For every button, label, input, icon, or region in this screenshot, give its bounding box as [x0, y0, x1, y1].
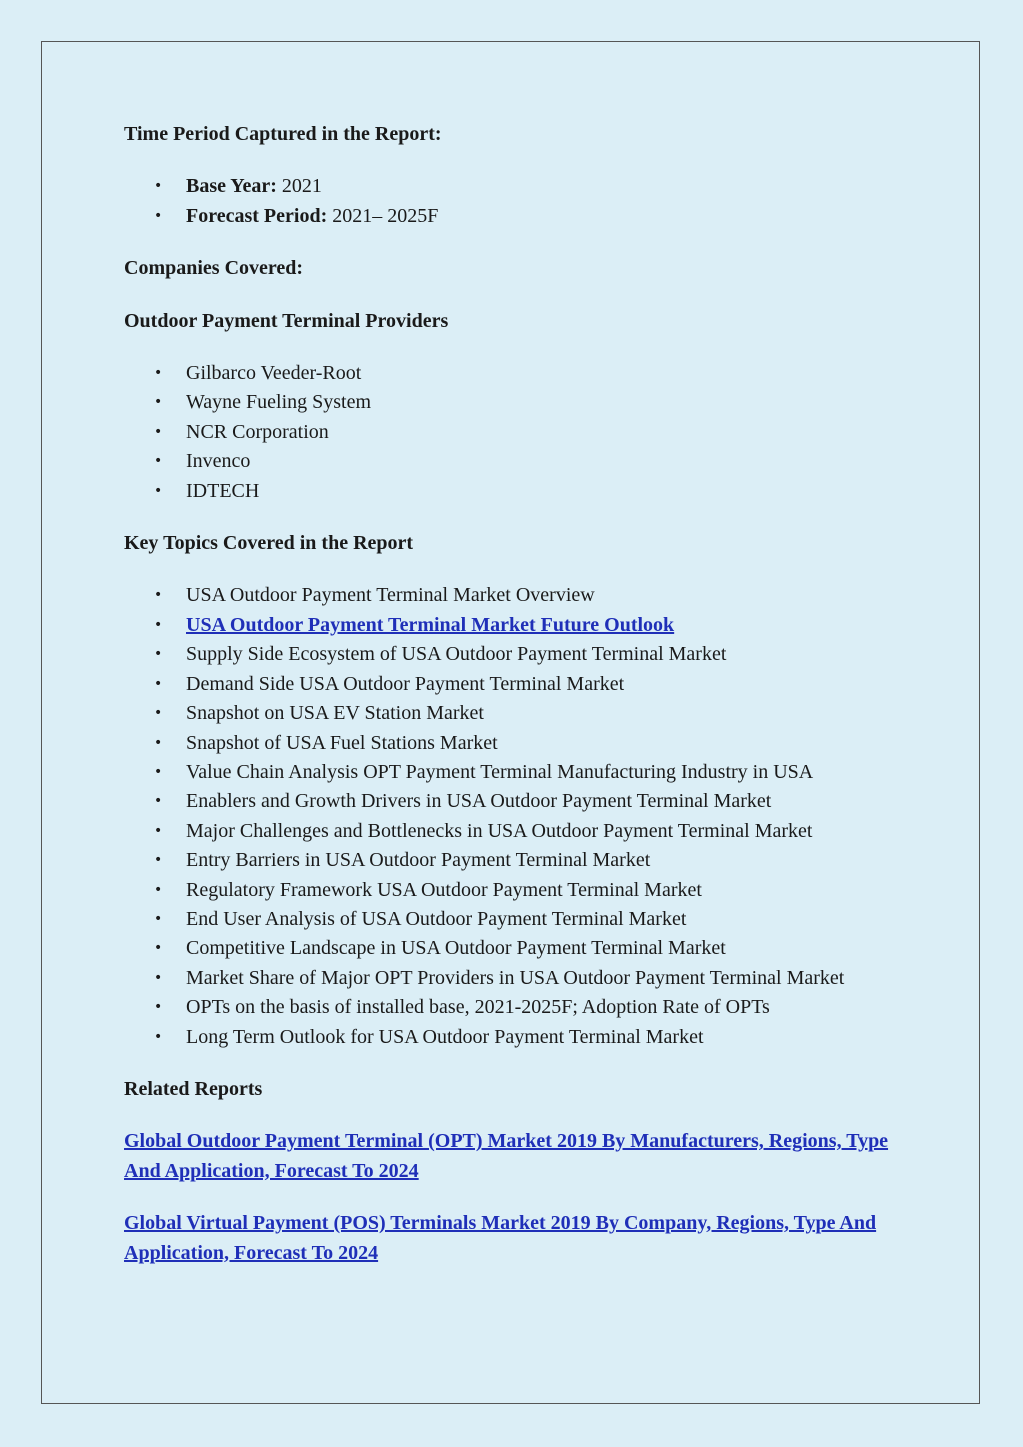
document-body — [124, 120, 899, 1291]
list-item: • IDTECH — [124, 477, 899, 506]
list-item: • USA Outdoor Payment Terminal Market Overview — [124, 581, 899, 610]
list-item — [124, 202, 899, 231]
list-item: • Regulatory Framework USA Outdoor Payment Terminal Market — [124, 876, 899, 905]
list-item: • Invenco — [124, 447, 899, 476]
list-item: • Gilbarco Veeder-Root — [124, 359, 899, 388]
list-item: • Demand Side USA Outdoor Payment Terminal Market — [124, 670, 899, 699]
key-topics-list — [124, 581, 899, 1052]
list-item: • NCR Corporation — [124, 418, 899, 447]
list-item: • Major Challenges and Bottlenecks in USA Outdoor Payment Terminal Market — [124, 817, 899, 846]
list-item: • Enablers and Growth Drivers in USA Outdoor Payment Terminal Market — [124, 787, 899, 816]
base-year-label: Base Year: — [186, 175, 277, 198]
list-item — [124, 611, 899, 640]
key-topics-heading: Key Topics Covered in the Report — [124, 532, 414, 555]
time-period-list — [124, 172, 899, 231]
list-item: • Entry Barriers in USA Outdoor Payment Terminal Market — [124, 846, 899, 875]
list-item: • Snapshot on USA EV Station Market — [124, 699, 899, 728]
list-item: • Snapshot of USA Fuel Stations Market — [124, 729, 899, 758]
time-period-heading: Time Period Captured in the Report: — [124, 123, 442, 145]
list-item: • Supply Side Ecosystem of USA Outdoor Payment Terminal Market — [124, 640, 899, 669]
list-item — [124, 172, 899, 201]
list-item: • Wayne Fueling System — [124, 388, 899, 417]
list-item: • OPTs on the basis of installed base, 2021-2025F; Adoption Rate of OPTs — [124, 993, 899, 1022]
companies-heading: Companies Covered: — [124, 257, 304, 280]
forecast-period-label: Forecast Period: — [186, 204, 328, 227]
related-report-link-pos[interactable]: Global Virtual Payment (POS) Terminals Market 2019 By Company, Regions, Type And Application, Forecast To 2024 — [124, 1212, 877, 1264]
list-item: • Market Share of Major OPT Providers in USA Outdoor Payment Terminal Market — [124, 964, 899, 993]
base-year-value: 2021 — [281, 175, 322, 198]
providers-subheading: Outdoor Payment Terminal Providers — [124, 309, 449, 332]
forecast-period-value: 2021– 2025F — [332, 204, 439, 227]
list-item: • Competitive Landscape in USA Outdoor Payment Terminal Market — [124, 934, 899, 963]
list-item: • Long Term Outlook for USA Outdoor Payment Terminal Market — [124, 1023, 899, 1052]
list-item: • End User Analysis of USA Outdoor Payment Terminal Market — [124, 905, 899, 934]
list-item: • Value Chain Analysis OPT Payment Terminal Manufacturing Industry in USA — [124, 758, 899, 787]
companies-list — [124, 359, 899, 506]
related-report-link-opt[interactable]: Global Outdoor Payment Terminal (OPT) Market 2019 By Manufacturers, Regions, Type And Application, Forecast To 2024 — [124, 1130, 889, 1182]
future-outlook-link[interactable]: USA Outdoor Payment Terminal Market Future Outlook — [186, 613, 675, 636]
related-reports-heading: Related Reports — [124, 1077, 263, 1100]
